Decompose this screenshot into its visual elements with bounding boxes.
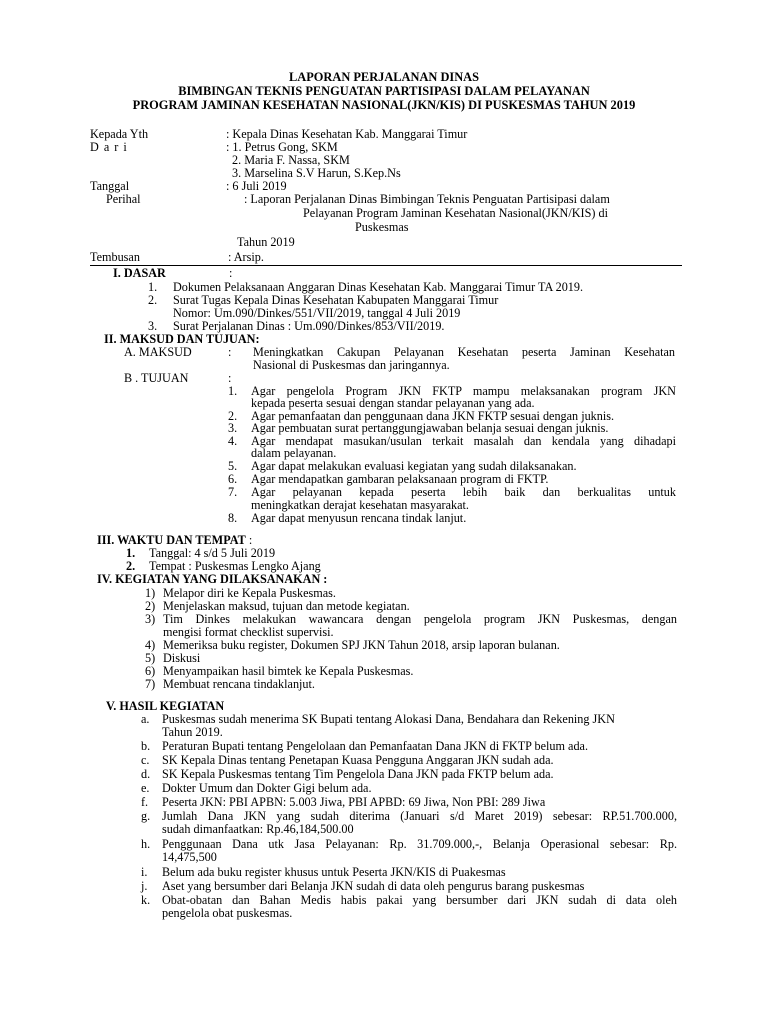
doc-title-line-2: BIMBINGAN TEKNIS PENGUATAN PARTISIPASI DALAM PELAYANAN [178,84,590,98]
hasil-item-line: Puskesmas sudah menerima SK Bupati tentang Alokasi Dana, Bendahara dan Rekening JKN [162,712,615,726]
waktu-item-text: Tempat : Puskesmas Lengko Ajang [149,559,321,573]
tujuan-b-colon: : [228,371,232,385]
hasil-item-num: d. [141,767,151,781]
tujuan-item-num: 1. [228,384,238,398]
maksud-a-text-line-1: Meningkatkan Cakupan Pelayanan Kesehatan peserta Jaminan Kesehatan [253,345,675,359]
doc-title-line-1: LAPORAN PERJALANAN DINAS [289,70,479,84]
dari-item-3: 3. Marselina S.V Harun, S.Kep.Ns [232,166,401,180]
kegiatan-item-line: Melapor diri ke Kepala Puskesmas. [163,586,336,600]
hasil-item-line: Dokter Umum dan Dokter Gigi belum ada. [162,781,372,795]
tujuan-item-num: 2. [228,409,238,423]
waktu-item-text: Tanggal: 4 s/d 5 Juli 2019 [149,546,276,560]
tujuan-item-num: 6. [228,472,238,486]
tujuan-item-num: 7. [228,485,238,499]
hasil-item-num: a. [141,712,150,726]
section-kegiatan-heading: IV. KEGIATAN YANG DILAKSANAKAN : [97,572,328,586]
kegiatan-item-num: 6) [145,664,156,678]
kegiatan-item-num: 3) [145,612,156,626]
dasar-item-text: Surat Perjalanan Dinas : Um.090/Dinkes/853/VII/2019. [173,319,445,333]
dasar-item-text: Nomor: Um.090/Dinkes/551/VII/2019, tanggal 4 Juli 2019 [173,306,461,320]
hasil-item-num: i. [141,865,148,879]
dari-item-2: 2. Maria F. Nassa, SKM [232,153,350,167]
section-dasar-heading: I. DASAR [113,266,166,280]
tujuan-item-line: Agar dapat melakukan evaluasi kegiatan yang sudah dilaksanakan. [251,459,577,473]
section-hasil-heading: V. HASIL KEGIATAN [106,699,225,713]
hasil-item-line: Obat-obatan dan Bahan Medis habis pakai yang bersumber dari JKN sudah di data oleh [162,893,677,907]
kepada-label: Kepada Yth [90,127,149,141]
kegiatan-item-line: Menjelaskan maksud, tujuan dan metode kegiatan. [163,599,410,613]
hasil-item-num: j. [141,879,148,893]
kegiatan-item-line: Tim Dinkes melakukan wawancara dengan pengelola program JKN Puskesmas, dengan [163,612,677,626]
hasil-item-line: SK Kepala Puskesmas tentang Tim Pengelola Dana JKN pada FKTP belum ada. [162,767,554,781]
tujuan-item-line: kepada peserta sesuai dengan standar pelayanan yang ada. [251,396,535,410]
dasar-item-num: 2. [148,293,158,307]
tujuan-item-line: meningkatkan derajat kesehatan masyarakat. [251,498,469,512]
section-dasar-colon: : [229,266,233,280]
perihal-label: Perihal [106,192,141,206]
perihal-line-4: Tahun 2019 [237,235,295,249]
tujuan-item-line: Agar dapat menyusun rencana tindak lanjut. [251,511,467,525]
tanggal-value: : 6 Juli 2019 [226,179,287,193]
hasil-item-num: e. [141,781,150,795]
kegiatan-item-num: 2) [145,599,156,613]
waktu-item-num: 2. [126,559,136,573]
hasil-item-line: Jumlah Dana JKN yang sudah diterima (Januari s/d Maret 2019) sebesar: RP.51.700.000, [162,809,677,823]
tujuan-item-num: 8. [228,511,238,525]
section-waktu-colon: : [245,533,253,547]
hasil-item-num: c. [141,753,150,767]
tujuan-b-label: B . TUJUAN [124,371,189,385]
hasil-item-num: k. [141,893,151,907]
tujuan-item-num: 5. [228,459,238,473]
hasil-item-line: Aset yang bersumber dari Belanja JKN sudah di data oleh pengurus barang puskesmas [162,879,585,893]
maksud-a-text-line-2: Nasional di Puskesmas dan jaringannya. [253,358,450,372]
tujuan-item-line: Agar pembuatan surat pertanggungjawaban belanja sesuai dengan juknis. [251,421,609,435]
kegiatan-item-line: mengisi format checklist supervisi. [163,625,334,639]
dari-item-1: : 1. Petrus Gong, SKM [226,140,338,154]
maksud-a-label: A. MAKSUD [124,345,192,359]
tembusan-value: : Arsip. [228,250,264,264]
header-divider [90,265,682,266]
hasil-item-num: h. [141,837,151,851]
perihal-line-3: Puskesmas [355,220,409,234]
hasil-item-line: Penggunaan Dana utk Jasa Pelayanan: Rp. 31.709.000,-, Belanja Operasional sebesar: Rp. [162,837,677,851]
tanggal-label: Tanggal [90,179,130,193]
waktu-item-num: 1. [126,546,136,560]
hasil-item-line: Tahun 2019. [162,725,223,739]
hasil-item-line: pengelola obat puskesmas. [162,906,293,920]
kegiatan-item-num: 4) [145,638,156,652]
hasil-item-line: 14,475,500 [162,850,217,864]
hasil-item-num: f. [141,795,149,809]
tujuan-item-num: 4. [228,434,238,448]
hasil-item-num: g. [141,809,151,823]
tujuan-item-line: Agar pemanfaatan dan penggunaan dana JKN FKTP sesuai dengan juknis. [251,409,615,423]
dasar-item-num: 3. [148,319,158,333]
tembusan-label: Tembusan [90,250,140,264]
dasar-item-num: 1. [148,280,158,294]
kegiatan-item-line: Menyampaikan hasil bimtek ke Kepala Puskesmas. [163,664,414,678]
section-waktu-heading: III. WAKTU DAN TEMPAT [97,533,246,547]
kegiatan-item-line: Diskusi [163,651,201,665]
perihal-line-1: : Laporan Perjalanan Dinas Bimbingan Teknis Penguatan Partisipasi dalam [244,192,610,206]
dasar-item-text: Surat Tugas Kepala Dinas Kesehatan Kabupaten Manggarai Timur [173,293,499,307]
kegiatan-item-num: 5) [145,651,156,665]
hasil-item-line: Peserta JKN: PBI APBN: 5.003 Jiwa, PBI APBD: 69 Jiwa, Non PBI: 289 Jiwa [162,795,546,809]
dari-label: D a r i [90,140,128,154]
hasil-item-num: b. [141,739,151,753]
tujuan-item-line: dalam pelayanan. [251,446,337,460]
hasil-item-line: Belum ada buku register khusus untuk Peserta JKN/KIS di Puakesmas [162,865,506,879]
tujuan-item-line: Agar pelayanan kepada peserta lebih baik dan berkualitas untuk [251,485,676,499]
kepada-value: : Kepala Dinas Kesehatan Kab. Manggarai Timur [226,127,468,141]
kegiatan-item-num: 7) [145,677,156,691]
dasar-item-text: Dokumen Pelaksanaan Anggaran Dinas Kesehatan Kab. Manggarai Timur TA 2019. [173,280,584,294]
tujuan-item-line: Agar mendapatkan gambaran pelaksanaan program di FKTP. [251,472,549,486]
kegiatan-item-line: Memeriksa buku register, Dokumen SPJ JKN Tahun 2018, arsip laporan bulanan. [163,638,560,652]
kegiatan-item-line: Membuat rencana tindaklanjut. [163,677,315,691]
tujuan-item-line: Agar mendapat masukan/usulan terkait masalah dan kendala yang dihadapi [251,434,676,448]
perihal-line-2: Pelayanan Program Jaminan Kesehatan Nasional(JKN/KIS) di [303,206,608,220]
hasil-item-line: Peraturan Bupati tentang Pengelolaan dan Pemanfaatan Dana JKN di FKTP belum ada. [162,739,588,753]
kegiatan-item-num: 1) [145,586,156,600]
doc-title-line-3: PROGRAM JAMINAN KESEHATAN NASIONAL(JKN/KIS) DI PUSKESMAS TAHUN 2019 [132,98,636,112]
maksud-a-colon: : [228,345,232,359]
hasil-item-line: SK Kepala Dinas tentang Penetapan Kuasa Pengguna Anggaran JKN sudah ada. [162,753,554,767]
hasil-item-line: sudah dimanfaatkan: Rp.46,184,500.00 [162,822,354,836]
tujuan-item-line: Agar pengelola Program JKN FKTP mampu melaksanakan program JKN [251,384,676,398]
tujuan-item-num: 3. [228,421,238,435]
section-maksud-heading: II. MAKSUD DAN TUJUAN: [104,332,260,346]
